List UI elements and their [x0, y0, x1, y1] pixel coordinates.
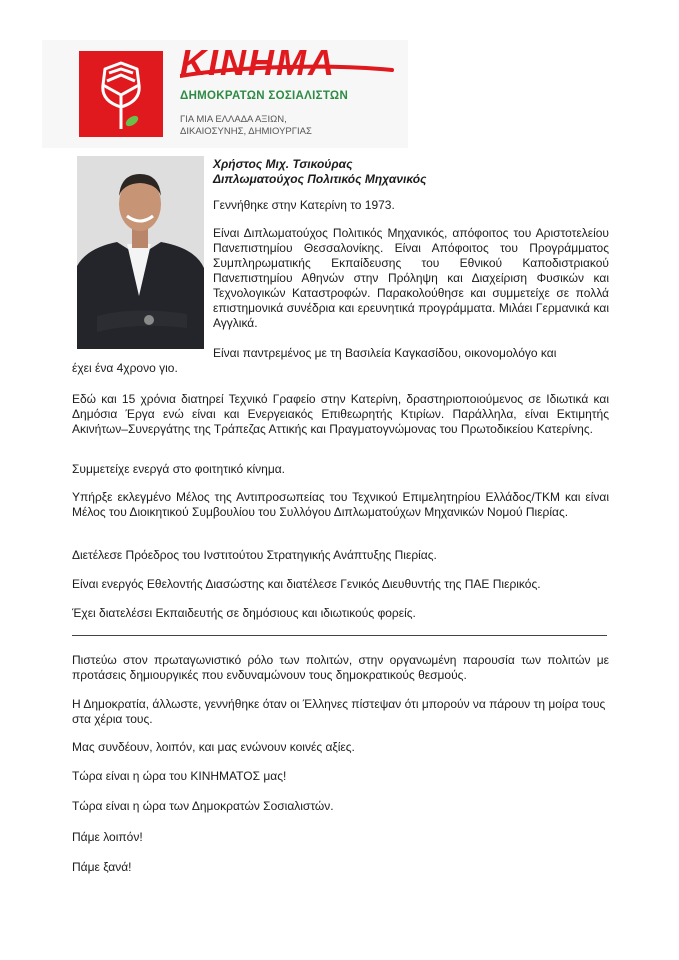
statement-belief: Πιστεύω στον πρωταγωνιστικό ρόλο των πολιτών, στην οργανωμένη παρουσία των πολιτών με προτάσεις δημιουργικές που ενδυναμώνουν τους δημοκρατικούς θεσμούς. [72, 653, 609, 682]
bio-institute: Διετέλεσε Πρόεδρος του Ινστιτούτου Στρατηγικής Ανάπτυξης Πιερίας. [72, 548, 437, 562]
bio-family-line-1: Είναι παντρεμένος με τη Βασιλεία Καγκασίδου, οικονομολόγο και [213, 346, 557, 360]
person-name: Χρήστος Μιχ. Τσικούρας [213, 157, 353, 171]
rose-logo-icon [79, 51, 163, 137]
bio-student: Συμμετείχε ενεργά στο φοιτητικό κίνημα. [72, 462, 286, 476]
bio-tee: Υπήρξε εκλεγμένο Μέλος της Αντιπροσωπείας του Τεχνικού Επιμελητηρίου Ελλάδος/ΤΚΜ και είναι Μέλος του Διοικητικού Συμβουλίου του Συλλόγου Διπλωματούχων Μηχανικών Νομού Πιερίας. [72, 490, 609, 519]
statement-democracy: Η Δημοκρατία, άλλωστε, γεννήθηκε όταν οι Έλληνες πίστεψαν ότι μπορούν να πάρουν τη μοίρα τους στα χέρια τους. [72, 697, 606, 726]
section-divider [72, 635, 607, 636]
portrait-photo [77, 156, 204, 349]
bio-office: Εδώ και 15 χρόνια διατηρεί Τεχνικό Γραφείο στην Κατερίνη, δραστηριοποιούμενος σε Ιδιωτικά και Δημόσια Έργα ενώ είναι και Ενεργειακός Επιθεωρητής Κτιρίων. Παράλληλα, είναι Εκτιμητής Ακινήτων–Συνεργάτης της Τράπεζας Αττικής και Πραγματογνώμονας του Πρωτοδικείου Κατερίνης. [72, 392, 609, 436]
brand-slogan [180, 114, 380, 138]
person-title: Διπλωματούχος Πολιτικός Μηχανικός [213, 172, 427, 186]
brand-subtitle: ΔΗΜΟΚΡΑΤΩΝ ΣΟΣΙΑΛΙΣΤΩΝ [180, 90, 349, 102]
bio-born: Γεννήθηκε στην Κατερίνη το 1973. [213, 198, 395, 212]
statement-go-1: Πάμε λοιπόν! [72, 830, 143, 844]
brand-swoosh-icon [180, 62, 395, 84]
bio-trainer: Έχει διατελέσει Εκπαιδευτής σε δημόσιους και ιδιωτικούς φορείς. [72, 606, 416, 620]
bio-education: Είναι Διπλωματούχος Πολιτικός Μηχανικός, απόφοιτος του Αριστοτελείου Πανεπιστημίου Θεσσαλονίκης. Είναι Απόφοιτος του Προγράμματος Συμπληρωματικής Εκπαίδευσης του Εθνικού Καποδιστριακού Πανεπιστημίου Αθηνών στην Πρόληψη και Διαχείριση Φυσικών και Τεχνολογικών Καταστροφών. Παρακολούθησε και συμμετείχε σε πολλά επιστημονικά συνέδρια και ερευνητικά προγράμματα. Μιλάει Γερμανικά και Αγγλικά. [213, 226, 609, 330]
statement-time-2: Τώρα είναι η ώρα των Δημοκρατών Σοσιαλιστών. [72, 799, 334, 813]
statement-go-2: Πάμε ξανά! [72, 860, 132, 874]
bio-volunteer: Είναι ενεργός Εθελοντής Διασώστης και διατέλεσε Γενικός Διευθυντής της ΠΑΕ Πιερικός. [72, 577, 541, 591]
bio-family-line-2: έχει ένα 4χρονο γιο. [72, 361, 178, 375]
statement-time-1: Τώρα είναι η ώρα του ΚΙΝΗΜΑΤΟΣ μας! [72, 769, 287, 783]
slogan-line-1: ΓΙΑ ΜΙΑ ΕΛΛΑΔΑ ΑΞΙΩΝ, [180, 114, 287, 125]
statement-values: Μας συνδέουν, λοιπόν, και μας ενώνουν κοινές αξίες. [72, 740, 355, 754]
brand-wordmark: ΚΙΝΗΜΑ [180, 42, 336, 83]
slogan-line-2: ΔΙΚΑΙΟΣΥΝΗΣ, ΔΗΜΙΟΥΡΓΙΑΣ [180, 126, 312, 137]
